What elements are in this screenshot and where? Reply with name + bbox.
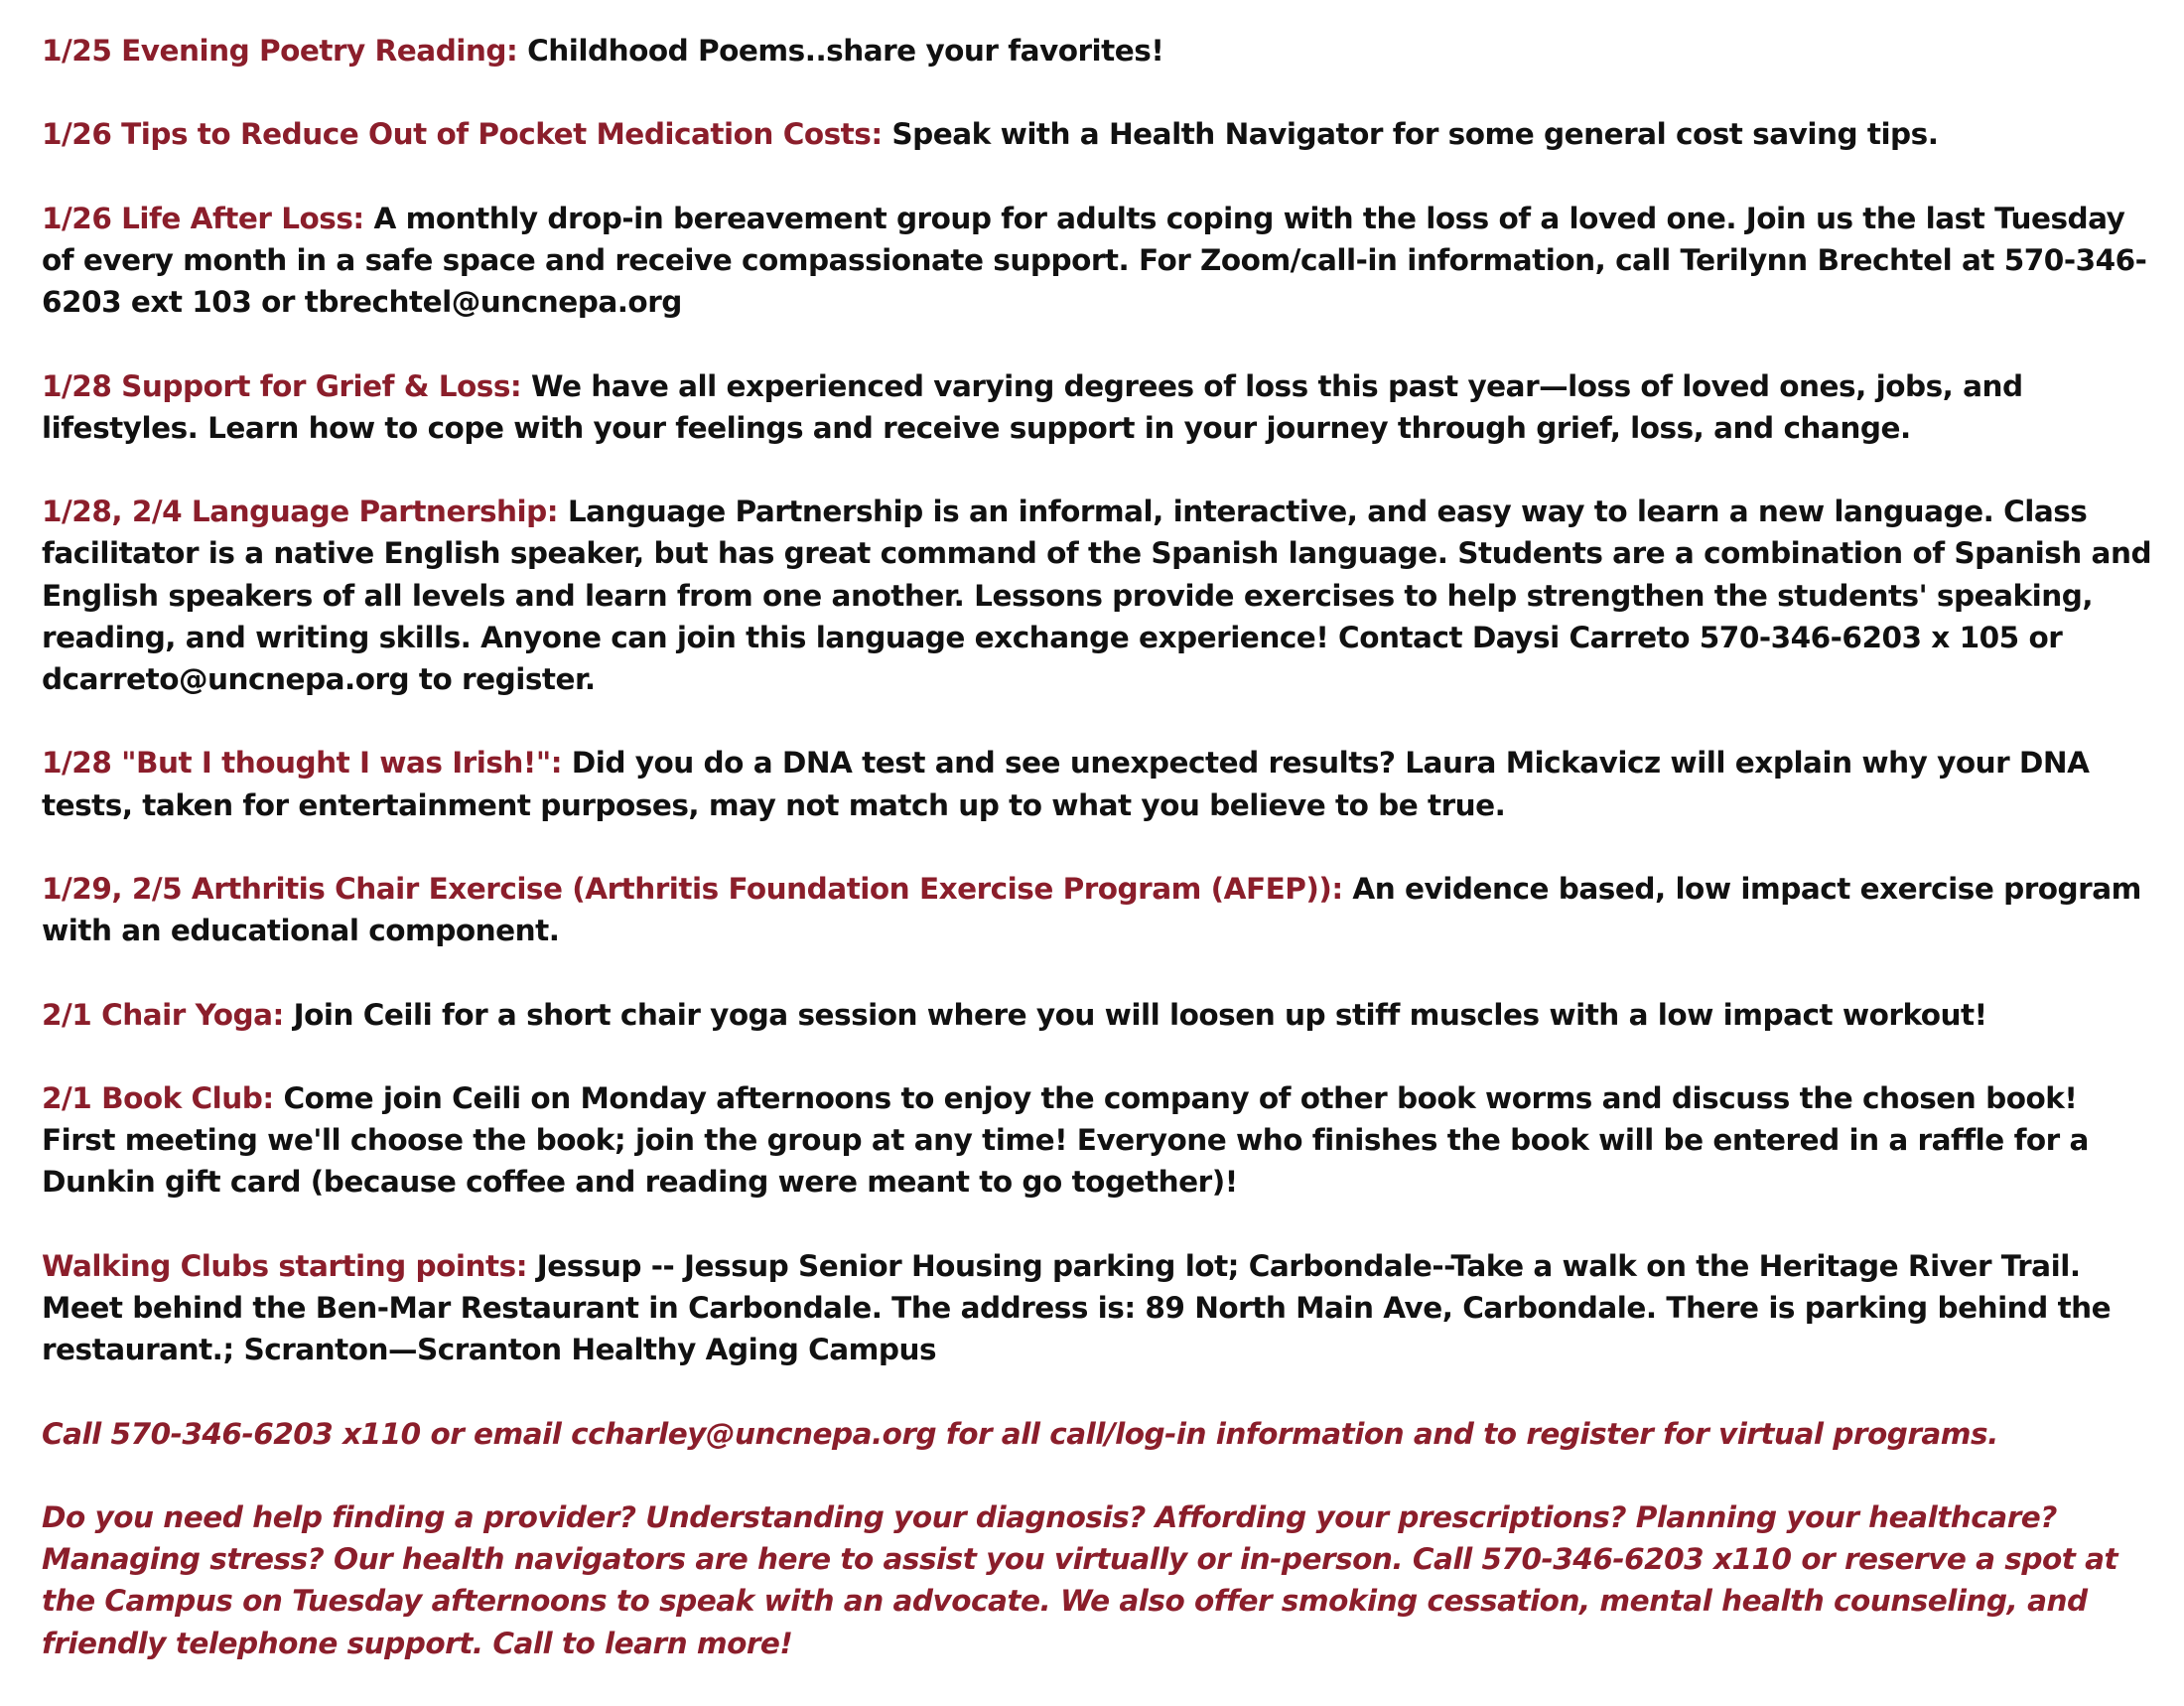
document-page (42, 30, 2156, 1706)
event-entry-book-club (42, 1077, 2156, 1204)
event-description: Come join Ceili on Monday afternoons to enjoy the company of other book worms and discuss the chosen book! First meeting we'll choose the book; join the group at any time! Everyone who finishes the book will be entered in a raffle for a Dunkin gift card (because coffee and reading were meant to go together)! (42, 1080, 2089, 1200)
event-title: Walking Clubs starting points: (42, 1248, 528, 1283)
event-title: 1/28, 2/4 Language Partnership: (42, 495, 559, 529)
event-title: 1/28 "But I thought I was Irish!": (42, 746, 563, 781)
event-title: 1/26 Tips to Reduce Out of Pocket Medication Costs: (42, 117, 883, 152)
event-entry-language-partnership (42, 491, 2156, 700)
event-title: 1/25 Evening Poetry Reading: (42, 34, 518, 68)
event-title: 2/1 Chair Yoga: (42, 997, 284, 1032)
registration-note: Call 570-346-6203 x110 or email ccharley@uncnepa.org for all call/log-in information and to register for virtual programs. (42, 1416, 1998, 1451)
event-description: Jessup -- Jessup Senior Housing parking lot; Carbondale--Take a walk on the Heritage River Trail. Meet behind the Ben-Mar Restaurant in Carbondale. The address is: 89 North Main Ave, Carbondale. There is parking behind the restaurant.; Scranton—Scranton Healthy Aging Campus (42, 1248, 2112, 1367)
event-title: 1/26 Life After Loss: (42, 201, 364, 235)
event-title: 2/1 Book Club: (42, 1080, 274, 1115)
event-description: A monthly drop-in bereavement group for adults coping with the loss of a loved one. Join us the last Tuesday of every month in a safe space and receive compassionate support. For Zoom/call-in information, call Terilynn Brechtel at 570-346-6203 ext 103 or tbrechtel@uncnepa.org (42, 201, 2147, 320)
event-description: Join Ceili for a short chair yoga session where you will loosen up stiff muscles with a low impact workout! (293, 997, 1987, 1032)
event-description: Did you do a DNA test and see unexpected results? Laura Mickavicz will explain why your DNA tests, taken for entertainment purposes, may not match up to what you believe to be true. (42, 746, 2090, 822)
event-description: Childhood Poems..share your favorites! (527, 34, 1164, 68)
health-navigators-note: Do you need help finding a provider? Understanding your diagnosis? Affording your prescriptions? Planning your healthcare? Managing stress? Our health navigators are here to assist you virtually or in-person. Call 570-346-6203 x110 or reserve a spot at the Campus on Tuesday afternoons to speak with an advocate. We also offer smoking cessation, mental health counseling, and friendly telephone support. Call to learn more! (42, 1499, 2118, 1660)
event-description: We have all experienced varying degrees of loss this past year—loss of loved ones, jobs, and lifestyles. Learn how to cope with your feelings and receive support in your journey through grief, loss, and change. (42, 368, 2023, 445)
event-description: An evidence based, low impact exercise program with an educational component. (42, 871, 2141, 948)
event-entry-chair-yoga (42, 994, 2156, 1036)
event-entry-medication-costs (42, 113, 2156, 155)
event-title: 1/29, 2/5 Arthritis Chair Exercise (Arthritis Foundation Exercise Program (AFEP)): (42, 871, 1343, 906)
event-entry-arthritis-exercise (42, 868, 2156, 951)
event-description: Language Partnership is an informal, interactive, and easy way to learn a new language. Class facilitator is a native English speaker, but has great command of the Spanish language. Students are a combination of Spanish and English speakers of all levels and learn from one another. Lessons provide exercises to help strengthen the students' speaking, reading, and writing skills. Anyone can join this language exchange experience! Contact Daysi Carreto 570-346-6203 x 105 or dcarreto@uncnepa.org to register. (42, 495, 2152, 696)
event-description: Speak with a Health Navigator for some general cost saving tips. (891, 117, 1939, 152)
event-entry-dna-talk (42, 742, 2156, 825)
event-entry-grief-support (42, 365, 2156, 449)
event-entry-life-after-loss (42, 198, 2156, 324)
event-title: 1/28 Support for Grief & Loss: (42, 368, 522, 403)
event-entry-poetry-reading (42, 30, 2156, 71)
event-entry-walking-clubs (42, 1245, 2156, 1371)
